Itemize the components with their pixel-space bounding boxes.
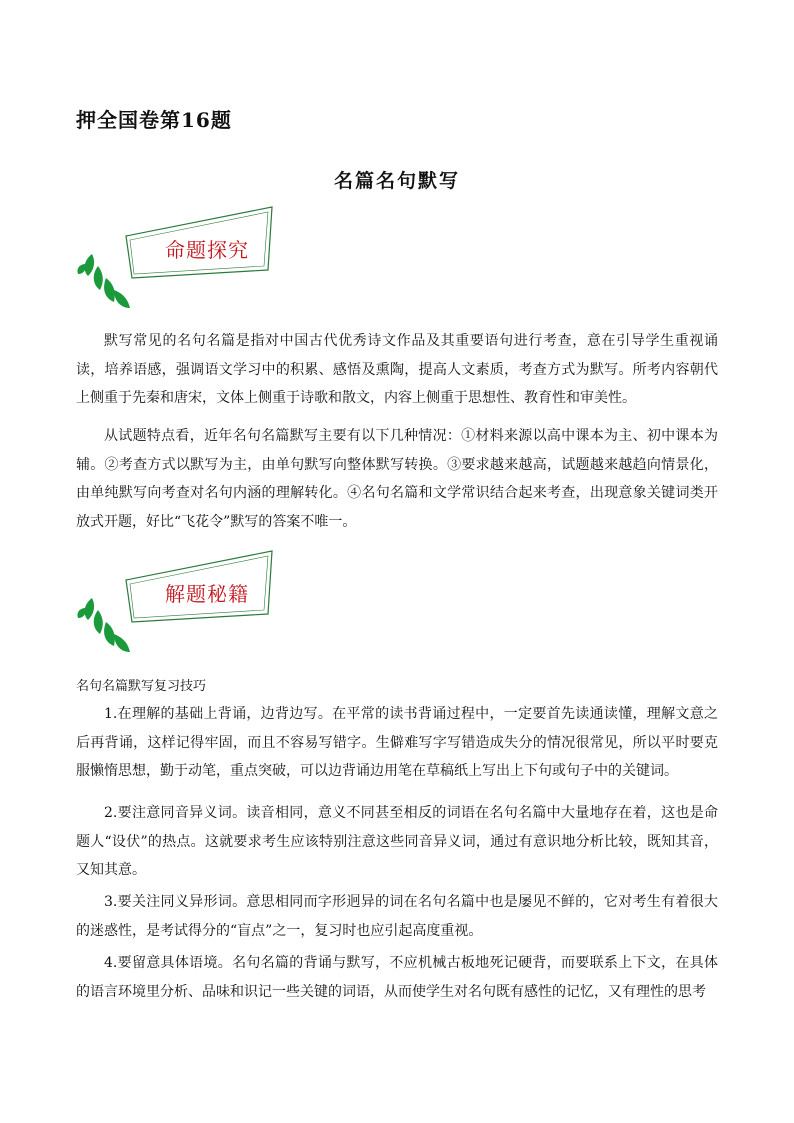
paragraph: 1.在理解的基础上背诵，边背边写。在平常的读书背诵过程中，一定要首先读通读懂，理解文意之后再背诵，这样记得牢固，而且不容易写错字。生僻难写字写错造成失分的情况很常见，所以平时要克服懒惰思想，勤于动笔，重点突破，可以边背诵边用笔在草稿纸上写出上下句或句子中的关键词。: [76, 706, 718, 779]
section-banner-mingtitanjiu: [70, 204, 290, 314]
paragraph: 2.要注意同音异义词。读音相同，意义不同甚至相反的词语在名句名篇中大量地存在着，这也是命题人“设伏”的热点。这就要求考生应该特别注意这些同音异义词，通过有意识地分析比较，既知其音，又知其意。: [76, 805, 718, 878]
leaf-icon: [77, 254, 130, 308]
banner-label: 解题秘籍: [165, 582, 249, 606]
banner-label: 命题探究: [165, 238, 249, 262]
paragraph: 3.要关注同义异形词。意思相同而字形迥异的词在名句名篇中也是屡见不鲜的，它对考生有着很大的迷惑性，是考试得分的“盲点”之一，复习时也应引起高度重视。: [76, 894, 718, 939]
paragraph: 4.要留意具体语境。名句名篇的背诵与默写，不应机械古板地死记硬背，而要联系上下文，在具体的语言环境里分析、品味和识记一些关键的词语，从而使学生对名句既有感性的记忆，又有理性的思考: [76, 955, 718, 1000]
page-title: 押全国卷第16题: [76, 108, 232, 132]
leaf-icon: [77, 598, 130, 652]
paragraph: 从试题特点看，近年名句名篇默写主要有以下几种情况：①材料来源以高中课本为主、初中课本为辅。②考查方式以默写为主，由单句默写向整体默写转换。③要求越来越高，试题越来越趋向情景化，由单纯默写向考查对名句内涵的理解转化。④名句名篇和文学常识结合起来考查，出现意象关键词类开放式开题，好比“飞花令”默写的答案不唯一。: [76, 428, 718, 530]
section-banner-jietimiji: [70, 548, 290, 658]
page-subtitle: 名篇名句默写: [333, 170, 460, 192]
paragraph: 默写常见的名句名篇是指对中国古代优秀诗文作品及其重要语句进行考查，意在引导学生重视诵读，培养语感，强调语文学习中的积累、感悟及熏陶，提高人文素质，考查方式为默写。所考内容朝代上侧重于先秦和唐宋，文体上侧重于诗歌和散文，内容上侧重于思想性、教育性和审美性。: [76, 333, 718, 406]
section-label: 名句名篇默写复习技巧: [76, 679, 207, 694]
